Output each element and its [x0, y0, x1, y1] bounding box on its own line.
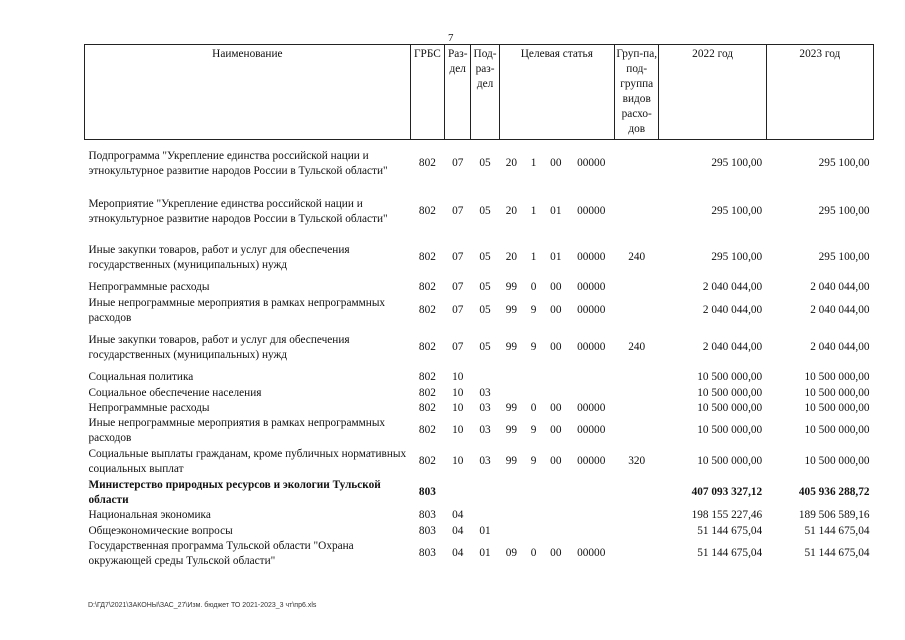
- table-row: [85, 296, 874, 326]
- row-podrazdel: [471, 370, 499, 386]
- table-row: [85, 370, 874, 386]
- row-cs1: 99: [505, 455, 517, 467]
- row-y2023: 10 500 000,00: [804, 371, 870, 383]
- row-y2022: 10 500 000,00: [697, 424, 763, 436]
- header-target: Целевая статья: [499, 45, 614, 140]
- row-cs1: 09: [505, 547, 517, 559]
- row-cs2: 0: [530, 547, 537, 559]
- row-cs1: [499, 524, 523, 539]
- row-name: Общеэкономические вопросы: [88, 524, 233, 537]
- table-body: [85, 140, 874, 569]
- row-vr: [614, 386, 659, 401]
- row-cs2: 0: [530, 281, 537, 293]
- row-cs3: 00: [550, 281, 562, 293]
- row-cs1: 99: [505, 281, 517, 293]
- row-grbs: 802: [418, 281, 436, 293]
- row-podrazdel: [471, 478, 499, 508]
- row-cs1: 99: [505, 341, 517, 353]
- row-cs2: 9: [530, 424, 537, 436]
- row-cs2: [523, 524, 543, 539]
- header-grbs: ГРБС: [410, 45, 444, 140]
- row-y2023: 2 040 044,00: [810, 304, 870, 316]
- table-row: [85, 188, 874, 236]
- file-path-footer: D:\ГД7\2021\ЗАКОНЫ\ЗАС_27\Изм. бюджет ТО 2021-2023_3 чт\пр6.xls: [88, 602, 317, 609]
- table-row: [85, 416, 874, 446]
- header-group: Груп-па, под-группа видов расхо-дов: [614, 45, 659, 140]
- row-vr: [614, 188, 659, 236]
- row-cs1: [499, 508, 523, 524]
- row-cs2: 9: [530, 304, 537, 316]
- row-grbs: 802: [418, 341, 436, 353]
- row-cs2: 9: [530, 455, 537, 467]
- row-grbs: 802: [418, 157, 436, 170]
- row-vr: [614, 401, 659, 416]
- row-grbs: 802: [418, 304, 436, 316]
- row-grbs: 803: [418, 524, 436, 537]
- row-y2023: 10 500 000,00: [804, 455, 870, 467]
- row-y2022: 51 144 675,04: [697, 547, 763, 559]
- row-y2022: 198 155 227,46: [691, 509, 763, 521]
- row-razdel: 07: [452, 205, 464, 217]
- row-name: Социальная политика: [88, 371, 194, 383]
- row-y2023: 2 040 044,00: [810, 341, 870, 353]
- row-vr: [614, 296, 659, 326]
- row-vr: [614, 524, 659, 539]
- row-cs1: 99: [505, 401, 517, 414]
- row-cs2: [523, 386, 543, 401]
- row-name: Иные непрограммные мероприятия в рамках непрограммных расходов: [88, 416, 386, 444]
- row-razdel: 10: [452, 401, 464, 414]
- row-y2022: 295 100,00: [711, 157, 763, 170]
- row-podrazdel: 01: [479, 547, 491, 559]
- row-y2022: 10 500 000,00: [697, 455, 763, 467]
- row-cs3: 01: [550, 205, 562, 217]
- row-name: Государственная программа Тульской области "Охрана окружающей среды Тульской области": [88, 539, 354, 567]
- row-y2022: 51 144 675,04: [697, 524, 763, 537]
- header-name: Наименование: [85, 45, 411, 140]
- row-podrazdel: 03: [479, 401, 491, 414]
- row-cs3: [544, 370, 568, 386]
- row-cs2: [523, 478, 543, 508]
- row-podrazdel: 05: [479, 251, 491, 263]
- row-name: Национальная экономика: [88, 509, 211, 521]
- row-y2023: 10 500 000,00: [804, 386, 870, 399]
- row-cs1: [499, 370, 523, 386]
- row-cs1: 20: [505, 157, 517, 170]
- row-podrazdel: 05: [479, 157, 491, 170]
- table-row: [85, 326, 874, 370]
- row-cs3: 00: [550, 401, 562, 414]
- row-cs4: [568, 524, 615, 539]
- row-vr: [614, 280, 659, 296]
- table-row: [85, 508, 874, 524]
- table-row: [85, 386, 874, 401]
- row-razdel: 07: [452, 281, 464, 293]
- row-cs4: [568, 370, 615, 386]
- row-y2023: 2 040 044,00: [810, 281, 870, 293]
- row-grbs: 803: [418, 547, 436, 559]
- row-cs4: [568, 386, 615, 401]
- row-name: Иные закупки товаров, работ и услуг для обеспечения государственных (муниципальных) нужд: [88, 333, 350, 361]
- row-grbs: 802: [418, 205, 436, 217]
- row-vr: 240: [628, 251, 646, 263]
- row-podrazdel: [471, 508, 499, 524]
- row-grbs: 802: [418, 401, 436, 414]
- row-cs3: 00: [550, 455, 562, 467]
- row-y2023: 51 144 675,04: [804, 547, 870, 559]
- row-razdel: 07: [452, 341, 464, 353]
- row-name: Непрограммные расходы: [88, 281, 210, 293]
- row-name: Социальные выплаты гражданам, кроме публичных нормативных социальных выплат: [88, 447, 407, 475]
- row-razdel: 04: [452, 547, 464, 559]
- table-row: [85, 401, 874, 416]
- row-razdel: 10: [452, 455, 464, 467]
- row-cs1: 20: [505, 251, 517, 263]
- page-number: 7: [448, 32, 454, 44]
- row-vr: [614, 508, 659, 524]
- table-row: [85, 478, 874, 508]
- row-podrazdel: 03: [479, 455, 491, 467]
- row-podrazdel: 05: [479, 281, 491, 293]
- row-cs2: [523, 508, 543, 524]
- row-grbs: 802: [418, 455, 436, 467]
- table-row: [85, 446, 874, 478]
- row-vr: 320: [628, 455, 646, 467]
- header-subsection: Под-раз-дел: [471, 45, 499, 140]
- row-cs4: [568, 478, 615, 508]
- row-y2022: 10 500 000,00: [697, 371, 763, 383]
- row-grbs: 803: [418, 509, 436, 521]
- row-y2023: 295 100,00: [818, 157, 870, 170]
- row-podrazdel: 05: [479, 304, 491, 316]
- row-name: Подпрограмма "Укрепление единства российской нации и этнокультурное развитие народов России в Тульской области": [88, 149, 388, 177]
- row-razdel: [445, 478, 471, 508]
- row-y2023: 295 100,00: [818, 205, 870, 217]
- row-cs2: 1: [530, 251, 537, 263]
- row-vr: 240: [628, 341, 646, 353]
- row-razdel: 07: [452, 157, 464, 170]
- row-y2022: 10 500 000,00: [697, 386, 763, 399]
- row-grbs: 802: [418, 251, 436, 263]
- row-grbs: 802: [418, 424, 436, 436]
- row-y2023: 10 500 000,00: [804, 401, 870, 414]
- table-row: [85, 539, 874, 569]
- row-y2023: 295 100,00: [818, 251, 870, 263]
- row-razdel: 10: [452, 371, 464, 383]
- row-name: Министерство природных ресурсов и экологии Тульской области: [88, 478, 381, 506]
- row-y2023: 405 936 288,72: [798, 486, 870, 498]
- table-row: [85, 524, 874, 539]
- row-cs1: 99: [505, 424, 517, 436]
- row-cs3: 01: [550, 251, 562, 263]
- row-y2023: 10 500 000,00: [804, 424, 870, 436]
- row-podrazdel: 03: [479, 386, 491, 399]
- row-razdel: 07: [452, 251, 464, 263]
- table-row: [85, 140, 874, 188]
- row-podrazdel: 05: [479, 341, 491, 353]
- row-razdel: 04: [452, 524, 464, 537]
- row-y2022: 2 040 044,00: [702, 281, 763, 293]
- row-y2022: 2 040 044,00: [702, 304, 763, 316]
- row-name: Иные закупки товаров, работ и услуг для обеспечения государственных (муниципальных) нужд: [88, 243, 350, 271]
- row-podrazdel: 05: [479, 205, 491, 217]
- row-y2022: 295 100,00: [711, 251, 763, 263]
- header-section: Раз-дел: [445, 45, 471, 140]
- row-name: Социальное обеспечение населения: [88, 386, 262, 399]
- row-name: Непрограммные расходы: [88, 401, 210, 414]
- row-cs3: 00: [550, 424, 562, 436]
- row-grbs: 802: [418, 386, 436, 399]
- row-vr: [614, 416, 659, 446]
- row-grbs: 802: [418, 371, 436, 383]
- row-vr: [614, 478, 659, 508]
- row-cs3: [544, 508, 568, 524]
- row-cs4: [568, 508, 615, 524]
- row-y2022: 295 100,00: [711, 205, 763, 217]
- row-cs2: 0: [530, 401, 537, 414]
- table-row: [85, 236, 874, 280]
- row-cs1: [499, 478, 523, 508]
- header-row: [85, 45, 874, 140]
- row-cs4: 00000: [577, 205, 606, 217]
- row-razdel: 10: [452, 386, 464, 399]
- row-cs3: [544, 386, 568, 401]
- row-vr: [614, 370, 659, 386]
- row-cs4: 00000: [577, 304, 606, 316]
- row-cs4: 00000: [577, 251, 606, 263]
- row-cs4: 00000: [577, 424, 606, 436]
- row-cs1: 99: [505, 304, 517, 316]
- row-cs2: 9: [530, 341, 537, 353]
- row-razdel: 10: [452, 424, 464, 436]
- row-cs1: 20: [505, 205, 517, 217]
- row-cs4: 00000: [577, 341, 606, 353]
- header-2023: 2023 год: [766, 45, 873, 140]
- row-cs4: 00000: [577, 401, 606, 414]
- row-podrazdel: 01: [479, 524, 491, 537]
- row-cs4: 00000: [577, 455, 606, 467]
- row-cs2: [523, 370, 543, 386]
- row-cs3: 00: [550, 157, 562, 170]
- row-razdel: 04: [452, 509, 464, 521]
- budget-table: [84, 44, 874, 569]
- row-cs3: [544, 478, 568, 508]
- row-grbs: 803: [418, 486, 436, 498]
- row-name: Мероприятие "Укрепление единства российской нации и этнокультурное развитие народов России в Тульской области": [88, 197, 388, 225]
- table-row: [85, 280, 874, 296]
- row-y2022: 10 500 000,00: [697, 401, 763, 414]
- row-y2022: 407 093 327,12: [691, 486, 763, 498]
- row-cs3: 00: [550, 304, 562, 316]
- row-cs3: 00: [550, 341, 562, 353]
- row-cs4: 00000: [577, 547, 606, 559]
- row-cs2: 1: [530, 157, 537, 170]
- row-cs4: 00000: [577, 281, 606, 293]
- row-cs4: 00000: [577, 157, 606, 170]
- row-y2023: 189 506 589,16: [798, 509, 870, 521]
- row-y2022: 2 040 044,00: [702, 341, 763, 353]
- row-cs3: [544, 524, 568, 539]
- header-2022: 2022 год: [659, 45, 766, 140]
- row-y2023: 51 144 675,04: [804, 524, 870, 537]
- row-cs3: 00: [550, 547, 562, 559]
- row-razdel: 07: [452, 304, 464, 316]
- row-vr: [614, 140, 659, 188]
- row-podrazdel: 03: [479, 424, 491, 436]
- row-name: Иные непрограммные мероприятия в рамках непрограммных расходов: [88, 296, 386, 324]
- row-vr: [614, 539, 659, 569]
- row-cs2: 1: [530, 205, 537, 217]
- row-cs1: [499, 386, 523, 401]
